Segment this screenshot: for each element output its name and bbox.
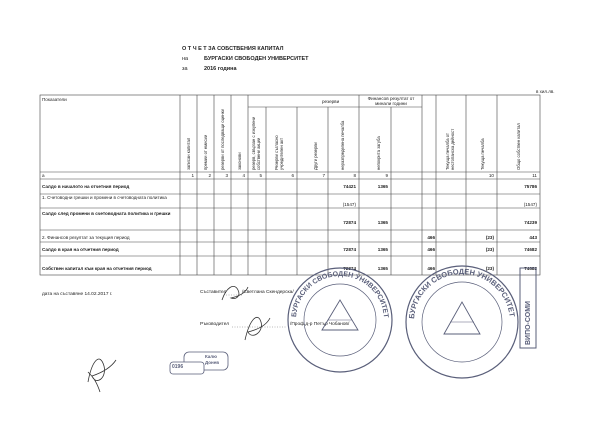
col-header-10: Текуща печалба от нестопанска дейност	[445, 128, 455, 170]
index-cell-6: 6	[291, 173, 294, 178]
compiler-label: Съставител	[200, 290, 227, 295]
head-name: /Проф.д-р Петър Чобанов/	[290, 322, 350, 327]
cell: 466	[427, 266, 435, 271]
col-header-1: записан капитал	[186, 137, 191, 170]
row-label-balance-after-changes: Салдо след промени в счетоводната политика и грешки	[42, 211, 171, 216]
period-value: 2016 година	[204, 66, 237, 72]
cell: 1365	[377, 266, 388, 271]
cell: (23)	[485, 247, 494, 252]
index-cell-2: 2	[208, 173, 211, 178]
cell: 1365	[377, 247, 388, 252]
index-cell-7: 7	[322, 173, 325, 178]
cell: 74682	[524, 266, 537, 271]
cell: 466	[427, 235, 435, 240]
row-header-label: Показатели	[42, 97, 67, 102]
index-cell-10: 10	[488, 173, 494, 178]
seal-right-text: БУРГАСКИ СВОБОДЕН УНИВЕРСИТЕТ	[407, 266, 517, 320]
box-stamp-line1: Калю	[205, 354, 218, 359]
head-label: Ръководител	[200, 322, 230, 327]
cell: (23)	[485, 235, 494, 240]
col-header-2: премии от емисии	[203, 134, 208, 170]
index-cell-3: 3	[225, 173, 228, 178]
report-title: О Т Ч Е Т ЗА СОБСТВЕНИЯ КАПИТАЛ	[182, 46, 284, 52]
index-cell-a: а	[42, 173, 45, 178]
row-label-accounting-errors: 1. Счетоводни грешки и промени в счетоводната политика	[42, 195, 167, 200]
index-cell-11: 11	[532, 173, 537, 178]
cell: 74421	[343, 184, 356, 189]
cell: 443	[529, 235, 537, 240]
row-label-current-result: 2. Финансов резултат за текущия период	[42, 235, 130, 240]
col-header-11: Текуща печалба	[480, 138, 485, 170]
units-label: в хил.лв.	[536, 89, 555, 94]
col-header-6: Резерви съгласно учредителен акт	[274, 135, 284, 170]
group-reserves-label: резерви	[322, 99, 340, 104]
col-header-8: неразпределена печалба	[340, 120, 345, 170]
col-header-7: Други резерви	[313, 142, 318, 170]
col-header-12: Общо собствен капитал	[516, 123, 521, 170]
col-header-3: резерви от последващи оценки	[220, 109, 225, 170]
col-header-9: непокрита загуба	[376, 136, 381, 170]
svg-text:БУРГАСКИ СВОБОДЕН УНИВЕРСИТЕТ	[407, 267, 517, 319]
cell: (23)	[485, 266, 494, 271]
cell: 1365	[377, 184, 388, 189]
index-cell-1: 1	[191, 173, 194, 178]
cell: 75786	[524, 184, 537, 189]
cell: 72874	[343, 266, 356, 271]
date-of-preparation: дата на съставяне 14.02.2017 г.	[42, 292, 113, 297]
cell: 1365	[377, 220, 388, 225]
svg-text:БУРГАСКИ СВОБОДЕН УНИВЕРСИТЕТ	[291, 271, 389, 319]
cell: (1547)	[342, 202, 356, 207]
cell: 72874	[343, 220, 356, 225]
box-stamp-line2: Донев	[205, 360, 219, 365]
col-header-4: законови	[237, 152, 242, 170]
cell: (1547)	[523, 202, 537, 207]
group-financial-label: Финансов резултат от минали години	[367, 96, 415, 106]
row-label-equity-end: Собствен капитал към края на отчетния период	[42, 266, 152, 271]
row-label-closing-balance: Салдо в края на отчетния период	[42, 247, 119, 252]
cell: 466	[427, 247, 435, 252]
box-stamp-number: 0196	[172, 364, 184, 370]
index-cell-9: 9	[385, 173, 388, 178]
index-cell-5: 5	[259, 173, 262, 178]
edge-stamp-text: ВИПО-СОМИ	[525, 300, 532, 345]
cell: 74682	[524, 247, 537, 252]
row-label-opening-balance: Салдо в началото на отчетния период	[42, 184, 130, 189]
index-cell-8: 8	[353, 173, 356, 178]
col-header-5: резерв, свързан с изкупени собствени акции	[251, 116, 261, 170]
index-cell-4: 4	[242, 173, 245, 178]
cell: 74239	[524, 220, 537, 225]
organization-key: на	[182, 56, 189, 62]
organization-name: БУРГАСКИ СВОБОДЕН УНИВЕРСИТЕТ	[204, 56, 309, 62]
period-key: за	[182, 66, 188, 72]
cell: 72874	[343, 247, 356, 252]
compiler-name: /Светлана Скендерска/	[242, 290, 294, 295]
seal-left-text: БУРГАСКИ СВОБОДЕН УНИВЕРСИТЕТ	[291, 270, 389, 319]
